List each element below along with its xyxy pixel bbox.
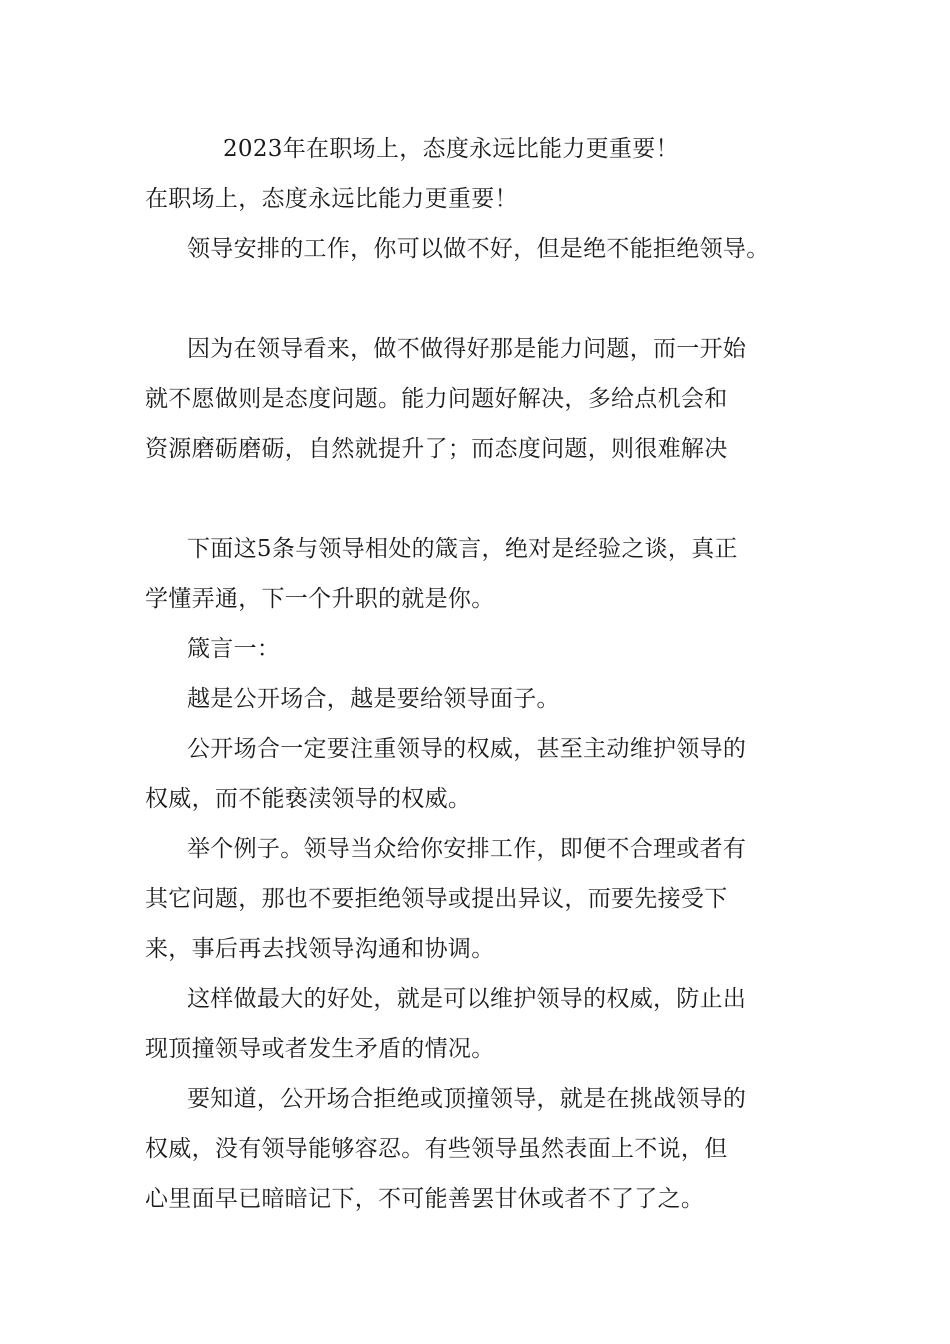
paragraph-line: 这样做最大的好处，就是可以维护领导的权威，防止出 [187,986,747,1012]
paragraph-line: 来，事后再去找领导沟通和协调。 [145,936,495,962]
paragraph-line: 要知道，公开场合拒绝或顶撞领导，就是在挑战领导的 [187,1086,747,1112]
paragraph-line: 越是公开场合，越是要给领导面子。 [187,686,560,712]
paragraph-line: 资源磨砺磨砺，自然就提升了；而态度问题，则很难解决 [145,436,728,462]
paragraph-line: 权威，没有领导能够容忍。有些领导虽然表面上不说，但 [145,1136,728,1162]
paragraph-line: 其它问题，那也不要拒绝领导或提出异议，而要先接受下 [145,886,728,912]
paragraph-line: 现顶撞领导或者发生矛盾的情况。 [145,1036,495,1062]
paragraph-line: 学懂弄通，下一个升职的就是你。 [145,586,495,612]
paragraph-line: 权威，而不能亵渎领导的权威。 [145,786,472,812]
paragraph-line: 领导安排的工作，你可以做不好，但是绝不能拒绝领导。 [187,236,770,262]
paragraph-line: 下面这5条与领导相处的箴言，绝对是经验之谈，真正 [187,536,738,562]
document-title: 2023年在职场上，态度永远比能力更重要！ [223,136,679,162]
paragraph-line: 举个例子。领导当众给你安排工作，即便不合理或者有 [187,836,747,862]
paragraph-line: 因为在领导看来，做不做得好那是能力问题，而一开始 [187,336,747,362]
document-subtitle: 在职场上，态度永远比能力更重要！ [145,186,518,212]
paragraph-line: 就不愿做则是态度问题。能力问题好解决，多给点机会和 [145,386,728,412]
paragraph-line: 公开场合一定要注重领导的权威，甚至主动维护领导的 [187,736,747,762]
section-heading: 箴言一： [187,636,281,662]
paragraph-line: 心里面早已暗暗记下，不可能善罢甘休或者不了了之。 [145,1186,705,1212]
